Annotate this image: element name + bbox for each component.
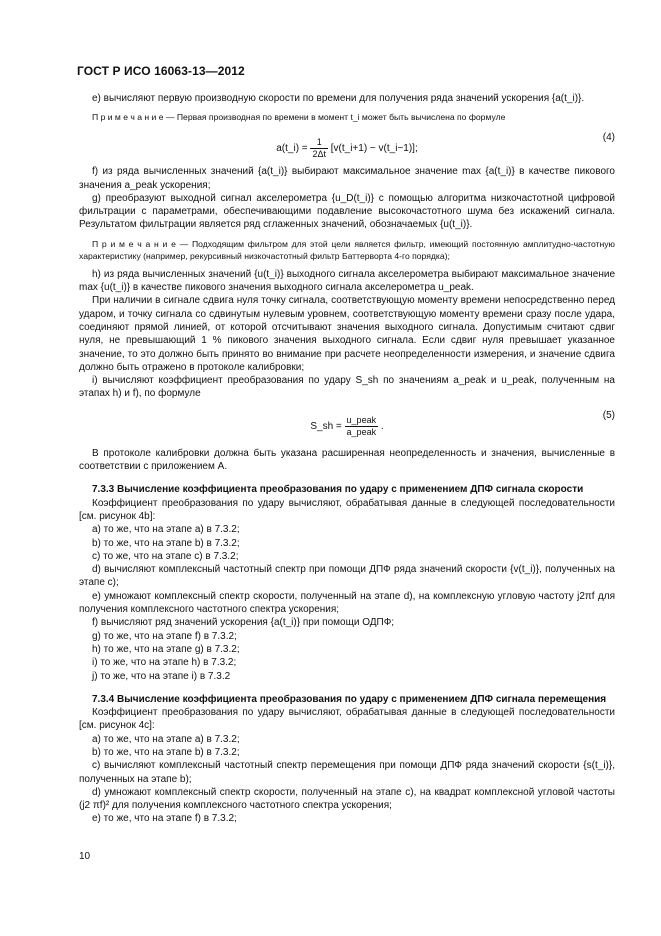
paragraph-zero-shift: При наличии в сигнале сдвига нуля точку сигнала, соответствующую моменту времени непосредственно перед ударом, и точку сигнала со сдвинутым нулевым уровнем, соответствующую моменту времени сразу после удара, соединяют прямой линией, от которой отсчитывают значения выходного сигнала. Допустимым считают сдвиг нуля, не превышающий 1 % пикового значения выходного сигнала. Если сдвиг нуля превышает указанное значение, то это должно быть принято во внимание при расчете неопределенности измерения, и значение сдвига должно быть отражено в протоколе калибровки; <box>79 295 615 373</box>
section-heading-7-3-4: 7.3.4 Вычисление коэффициента преобразования по удару с применением ДПФ сигнала перемещения <box>92 693 607 705</box>
page-body <box>79 92 615 826</box>
list-item: i) то же, что на этапе h) в 7.3.2; <box>92 657 237 669</box>
list-item: a) то же, что на этапе a) в 7.3.2; <box>92 524 240 536</box>
formula-5-denominator: a_peak <box>346 426 377 437</box>
list-item: h) то же, что на этапе g) в 7.3.2; <box>92 643 240 655</box>
section-7-3-4-intro: Коэффициент преобразования по удару вычисляют, обрабатывая данные в следующей последовательности [см. рисунок 4c]: <box>79 707 615 732</box>
formula-5-lhs: S_sh = <box>310 420 342 432</box>
list-item: e) то же, что на этапе f) в 7.3.2; <box>92 813 237 825</box>
list-item: d) умножают комплексный спектр скорости, полученный на этапе c), на квадрат комплексной угловой частоты (j2 πf)² для получения комплексного частотного спектра ускорения; <box>79 786 615 812</box>
list-item: e) умножают комплексный спектр скорости, полученный на этапе d), на комплексную угловую частоту j2πf для получения комплексного частотного спектра ускорения; <box>79 590 615 616</box>
formula-4-fraction <box>310 137 328 160</box>
paragraph-step-h: h) из ряда вычисленных значений {u(t_i)} выходного сигнала акселерометра выбирают максимальное значение max {u(t_i)} в качестве пикового значения выходного сигнала акселерометра u_peak. <box>79 268 615 294</box>
formula-5-number: (5) <box>602 409 615 421</box>
formula-5-fraction <box>345 415 379 438</box>
list-item: g) то же, что на этапе f) в 7.3.2; <box>92 630 237 642</box>
formula-4 <box>79 129 615 163</box>
list-item: a) то же, что на этапе a) в 7.3.2; <box>92 733 240 745</box>
formula-4-denominator: 2Δt <box>312 149 326 160</box>
paragraph-step-f: f) из ряда вычисленных значений {a(t_i)} выбирают максимальное значение max {a(t_i)} в качестве пикового значения a_peak ускорения; <box>79 166 615 191</box>
list-item: b) то же, что на этапе b) в 7.3.2; <box>92 537 240 549</box>
list-item: j) то же, что на этапе i) в 7.3.2 <box>92 670 231 682</box>
section-7-3-3-list <box>79 523 615 683</box>
formula-5-rhs: . <box>380 420 384 432</box>
paragraph-protocol: В протоколе калибровки должна быть указана расширенная неопределенность и значения, вычисленные в соответствии с приложением А. <box>79 447 615 473</box>
formula-5-numerator: u_peak <box>346 414 377 425</box>
list-item: b) то же, что на этапе b) в 7.3.2; <box>92 746 240 758</box>
paragraph-step-i: i) вычисляют коэффициент преобразования по удару S_sh по значениям a_peak и u_peak, полученным на этапах h) и f), по формуле <box>79 375 615 400</box>
page-number: 10 <box>79 851 91 862</box>
formula-4-rhs: [v(t_i+1) − v(t_i−1)]; <box>330 143 418 155</box>
formula-5 <box>79 407 615 445</box>
list-item: c) вычисляют комплексный частотный спектр перемещения при помощи ДПФ ряда значений скорости {s(t_i)}, полученных на этапе b); <box>79 760 615 785</box>
paragraph-step-g: g) преобразуют выходной сигнал акселерометра {u_D(t_i)} с помощью алгоритма низкочастотной цифровой фильтрации с параметрами, обеспечивающими подавление высокочастотного шума без искажений сигнала. Результатом фильтрации является ряд сглаженных значений, обозначаемых {u(t_i)}. <box>79 192 615 231</box>
formula-4-lhs: a(t_i) = <box>276 143 308 155</box>
formula-4-numerator: 1 <box>310 137 328 149</box>
formula-4-number: (4) <box>602 132 615 144</box>
note-derivative: П р и м е ч а н и е — Первая производная по времени в момент t_i может быть вычислена по формуле <box>92 112 506 123</box>
section-7-3-3-intro: Коэффициент преобразования по удару вычисляют, обрабатывая данные в следующей последовательности [см. рисунок 4b]: <box>79 497 615 522</box>
list-item: f) вычисляют ряд значений ускорения {a(t_i)} при помощи ОДПФ; <box>92 617 395 629</box>
list-item: d) вычисляют комплексный частотный спектр при помощи ДПФ ряда значений скорости {v(t_i)}, полученных на этапе c); <box>79 564 615 589</box>
note-filter: П р и м е ч а н и е — Подходящим фильтром для этой цели является фильтр, имеющий постоянную амплитудно-частотную характеристику (например, рекурсивный низкочастотный фильтр Баттерворта 4-го порядка); <box>79 238 615 261</box>
paragraph-step-e: е) вычисляют первую производную скорости по времени для получения ряда значений ускорения {a(t_i)}. <box>92 93 585 104</box>
section-7-3-4-list <box>79 733 615 826</box>
page-header-title: ГОСТ Р ИСО 16063-13—2012 <box>77 64 245 78</box>
list-item: c) то же, что на этапе c) в 7.3.2; <box>92 550 239 562</box>
section-heading-7-3-3: 7.3.3 Вычисление коэффициента преобразования по удару с применением ДПФ сигнала скорости <box>92 484 584 496</box>
